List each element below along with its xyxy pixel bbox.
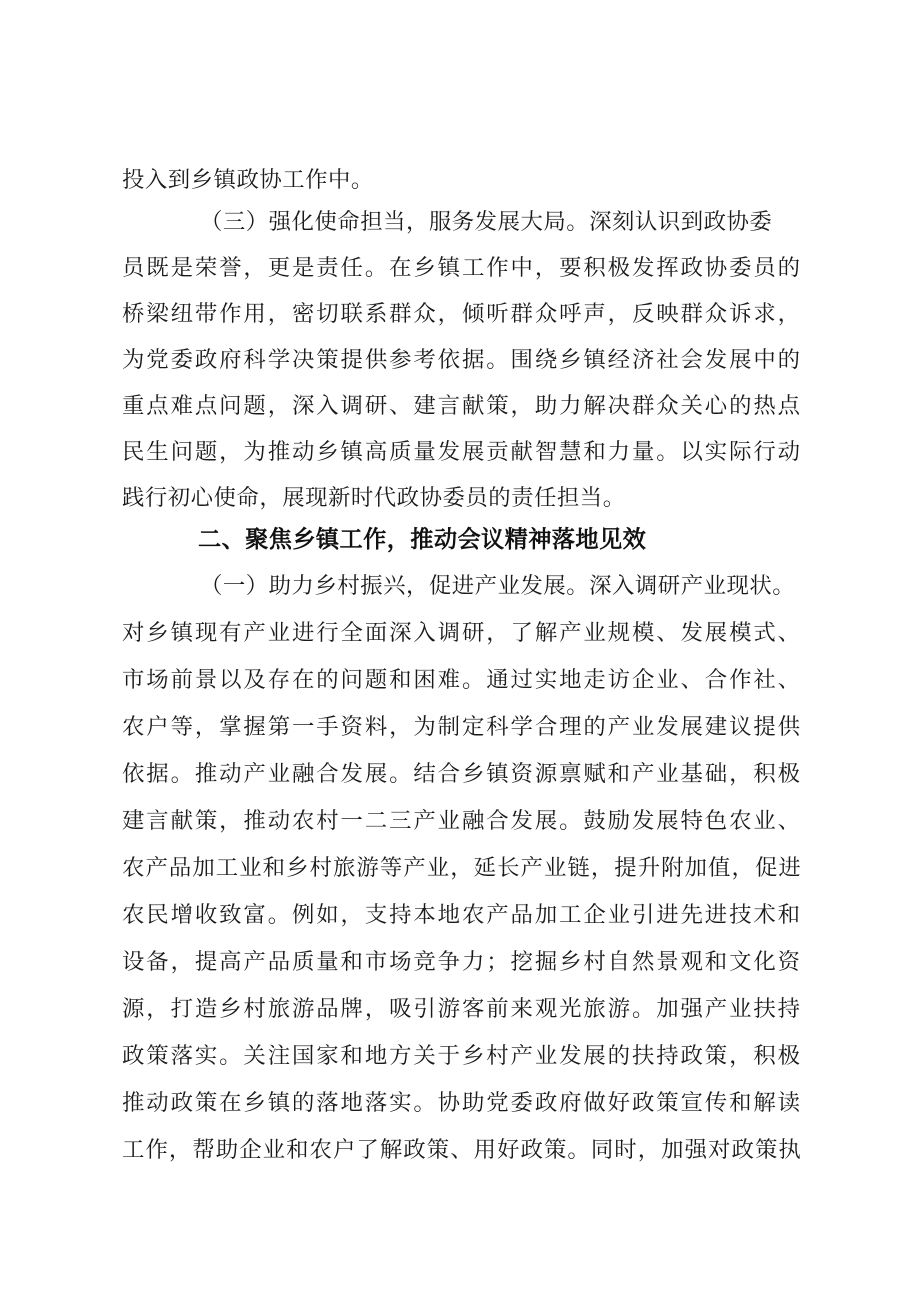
- paragraph-line: （三）强化使命担当，服务发展大局。深刻认识到政协委: [200, 209, 773, 235]
- paragraph-line: 为党委政府科学决策提供参考依据。围绕乡镇经济社会发展中的: [122, 347, 802, 373]
- paragraph-line: 投入到乡镇政协工作中。: [122, 167, 374, 193]
- paragraph-line: 重点难点问题，深入调研、建言献策，助力解决群众关心的热点: [122, 393, 802, 419]
- paragraph-line: 建言献策，推动农村一二三产业融合发展。鼓励发展特色农业、: [122, 808, 802, 834]
- paragraph-line: 员既是荣誉，更是责任。在乡镇工作中，要积极发挥政协委员的: [122, 255, 802, 281]
- section-heading: 二、聚焦乡镇工作，推动会议精神落地见效: [198, 526, 647, 553]
- paragraph-line: 践行初心使命，展现新时代政协委员的责任担当。: [122, 485, 626, 511]
- paragraph-line: 推动政策在乡镇的落地落实。协助党委政府做好政策宣传和解读: [122, 1090, 802, 1116]
- paragraph-line: 设备，提高产品质量和市场竞争力；挖掘乡村自然景观和文化资: [122, 949, 802, 975]
- paragraph-line: 市场前景以及存在的问题和困难。通过实地走访企业、合作社、: [122, 667, 802, 693]
- paragraph-line: 政策落实。关注国家和地方关于乡村产业发展的扶持政策，积极: [122, 1043, 802, 1069]
- paragraph-line: （一）助力乡村振兴，促进产业发展。深入调研产业现状。: [200, 573, 796, 599]
- paragraph-line: 依据。推动产业融合发展。结合乡镇资源禀赋和产业基础，积极: [122, 761, 802, 787]
- paragraph-line: 对乡镇现有产业进行全面深入调研，了解产业规模、发展模式、: [122, 620, 802, 646]
- paragraph-line: 农产品加工业和乡村旅游等产业，延长产业链，提升附加值，促进: [122, 855, 802, 881]
- paragraph-line: 农户等，掌握第一手资料，为制定科学合理的产业发展建议提供: [122, 714, 802, 740]
- paragraph-line: 源，打造乡村旅游品牌，吸引游客前来观光旅游。加强产业扶持: [122, 996, 802, 1022]
- paragraph-line: 工作，帮助企业和农户了解政策、用好政策。同时，加强对政策执: [122, 1137, 802, 1163]
- paragraph-line: 桥梁纽带作用，密切联系群众，倾听群众呼声，反映群众诉求，: [122, 301, 802, 327]
- paragraph-line: 农民增收致富。例如，支持本地农产品加工企业引进先进技术和: [122, 902, 802, 928]
- paragraph-line: 民生问题，为推动乡镇高质量发展贡献智慧和力量。以实际行动: [122, 439, 802, 465]
